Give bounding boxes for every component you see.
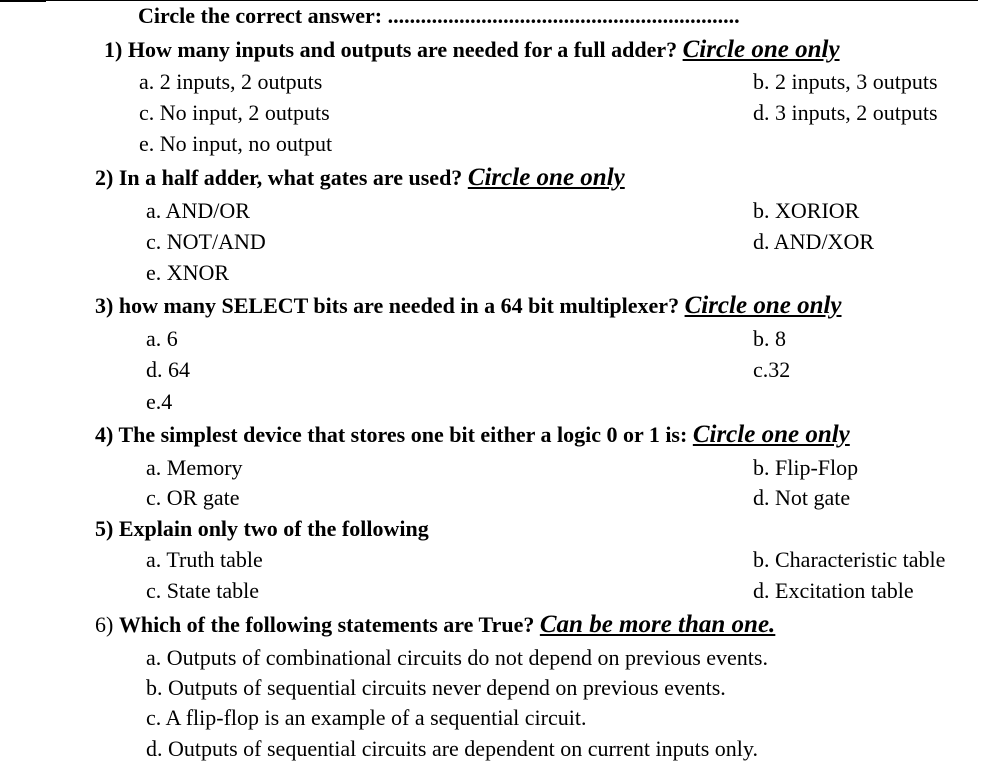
question-1-number: 1) xyxy=(104,37,128,62)
question-3-text: how many SELECT bits are needed in a 64 bit multiplexer? xyxy=(118,293,680,318)
question-5-number: 5) xyxy=(95,516,119,541)
q5-option-b[interactable]: b. Characteristic table xyxy=(753,547,946,572)
q3-option-b[interactable]: b. 8 xyxy=(753,326,786,351)
question-6 xyxy=(95,611,775,639)
q2-option-c[interactable]: c. NOT/AND xyxy=(146,229,266,254)
question-2-number: 2) xyxy=(95,165,119,190)
q1-option-c[interactable]: c. No input, 2 outputs xyxy=(139,100,330,125)
q2-option-d[interactable]: d. AND/XOR xyxy=(753,229,875,254)
q6-option-d[interactable]: d. Outputs of sequential circuits are dependent on current inputs only. xyxy=(146,736,758,761)
q5-option-c[interactable]: c. State table xyxy=(146,578,260,603)
instructions-header: Circle the correct answer: ................................................................ xyxy=(138,3,740,28)
q6-option-b[interactable]: b. Outputs of sequential circuits never depend on previous events. xyxy=(146,675,726,700)
question-4-number: 4) xyxy=(95,422,119,447)
question-2 xyxy=(95,164,625,192)
question-4-text: The simplest device that stores one bit either a logic 0 or 1 is: xyxy=(118,422,688,447)
question-3 xyxy=(95,292,842,320)
q3-option-a[interactable]: a. 6 xyxy=(146,326,178,351)
q1-option-d[interactable]: d. 3 inputs, 2 outputs xyxy=(753,100,938,125)
question-3-instruction: Circle one only xyxy=(684,292,842,319)
question-1 xyxy=(104,36,840,64)
top-rule xyxy=(0,0,978,1)
question-4-instruction: Circle one only xyxy=(692,421,850,448)
question-2-text: In a half adder, what gates are used? xyxy=(118,165,463,190)
question-4 xyxy=(95,421,850,449)
question-6-number: 6) xyxy=(95,612,119,637)
q2-option-a[interactable]: a. AND/OR xyxy=(146,198,250,223)
q3-option-d[interactable]: d. 64 xyxy=(146,357,190,382)
q3-option-e[interactable]: e.4 xyxy=(146,389,173,414)
question-5-text: Explain only two of the following xyxy=(118,516,429,541)
q4-option-d[interactable]: d. Not gate xyxy=(753,485,851,510)
q6-option-c[interactable]: c. A flip-flop is an example of a sequential circuit. xyxy=(146,705,587,730)
question-5 xyxy=(95,516,429,542)
question-1-text: How many inputs and outputs are needed for a full adder? xyxy=(127,37,678,62)
question-2-instruction: Circle one only xyxy=(467,164,625,191)
q6-option-a[interactable]: a. Outputs of combinational circuits do not depend on previous events. xyxy=(146,645,768,670)
q4-option-a[interactable]: a. Memory xyxy=(146,455,243,480)
question-6-instruction: Can be more than one. xyxy=(539,611,776,638)
q1-option-b[interactable]: b. 2 inputs, 3 outputs xyxy=(753,69,938,94)
q4-option-c[interactable]: c. OR gate xyxy=(146,485,240,510)
q2-option-b[interactable]: b. XORIOR xyxy=(753,198,860,223)
q3-option-c[interactable]: c.32 xyxy=(753,357,791,382)
question-1-instruction: Circle one only xyxy=(682,36,840,63)
q1-option-e[interactable]: e. No input, no output xyxy=(139,131,333,156)
question-3-number: 3) xyxy=(95,293,119,318)
q2-option-e[interactable]: e. XNOR xyxy=(146,260,230,285)
q5-option-a[interactable]: a. Truth table xyxy=(146,547,263,572)
q5-option-d[interactable]: d. Excitation table xyxy=(753,578,914,603)
q4-option-b[interactable]: b. Flip-Flop xyxy=(753,455,859,480)
question-6-text: Which of the following statements are True? xyxy=(118,612,535,637)
q1-option-a[interactable]: a. 2 inputs, 2 outputs xyxy=(139,69,323,94)
